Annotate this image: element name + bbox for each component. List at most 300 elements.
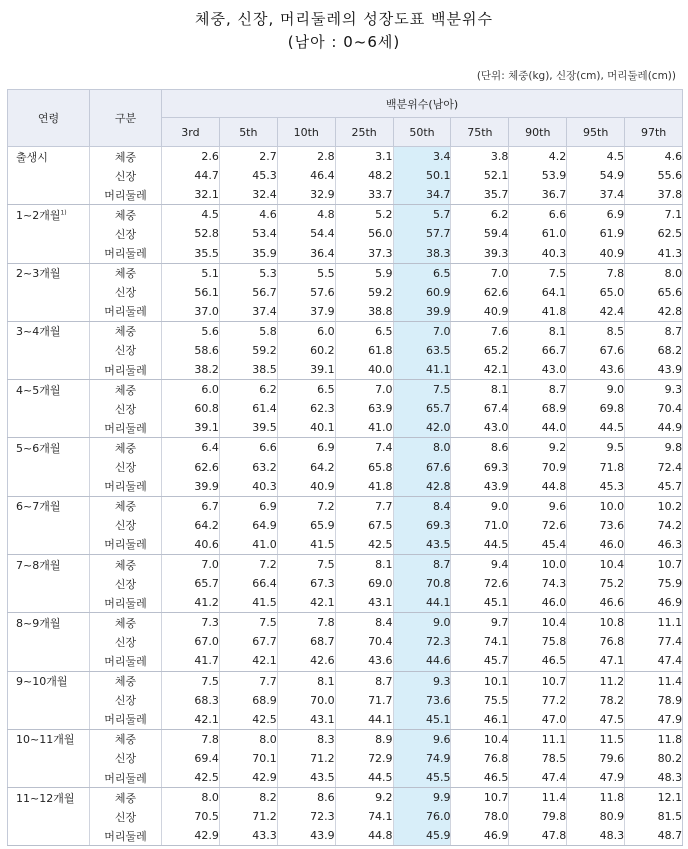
value-cell-3rd: 42.1	[162, 710, 220, 730]
value-cell-50th: 76.0	[393, 807, 451, 826]
age-cell	[8, 671, 90, 691]
value-cell-25th: 40.0	[335, 360, 393, 380]
table-row	[8, 147, 683, 167]
header-percentile-3rd: 3rd	[162, 118, 220, 147]
header-percentile: 백분위수(남아)	[162, 90, 683, 118]
value-cell-50th: 8.4	[393, 496, 451, 516]
value-cell-25th: 8.9	[335, 729, 393, 749]
value-cell-10th: 68.7	[277, 632, 335, 651]
value-cell-25th: 48.2	[335, 166, 393, 185]
value-cell-97th: 4.6	[625, 147, 683, 167]
value-cell-3rd: 39.1	[162, 418, 220, 438]
age-label: 8~9개월	[16, 616, 61, 630]
value-cell-25th: 33.7	[335, 185, 393, 205]
value-cell-90th: 78.5	[509, 749, 567, 768]
value-cell-3rd: 6.4	[162, 438, 220, 458]
table-row	[8, 768, 683, 788]
value-cell-10th: 54.4	[277, 224, 335, 243]
table-row	[8, 554, 683, 574]
value-cell-75th: 35.7	[451, 185, 509, 205]
value-cell-5th: 6.6	[219, 438, 277, 458]
value-cell-90th: 79.8	[509, 807, 567, 826]
value-cell-90th: 44.0	[509, 418, 567, 438]
value-cell-90th: 72.6	[509, 516, 567, 535]
category-cell: 체중	[90, 613, 162, 633]
table-row	[8, 418, 683, 438]
value-cell-95th: 10.0	[567, 496, 625, 516]
value-cell-97th: 47.4	[625, 651, 683, 671]
category-cell: 머리둘레	[90, 243, 162, 263]
age-cell	[8, 418, 90, 438]
table-row	[8, 496, 683, 516]
value-cell-97th: 37.8	[625, 185, 683, 205]
value-cell-97th: 48.3	[625, 768, 683, 788]
category-cell: 체중	[90, 438, 162, 458]
value-cell-5th: 40.3	[219, 477, 277, 497]
value-cell-10th: 40.9	[277, 477, 335, 497]
value-cell-3rd: 64.2	[162, 516, 220, 535]
age-cell	[8, 768, 90, 788]
value-cell-3rd: 65.7	[162, 574, 220, 593]
table-body	[8, 147, 683, 846]
value-cell-10th: 7.8	[277, 613, 335, 633]
category-cell: 머리둘레	[90, 826, 162, 846]
value-cell-3rd: 7.8	[162, 729, 220, 749]
value-cell-97th: 72.4	[625, 458, 683, 477]
value-cell-3rd: 68.3	[162, 691, 220, 710]
table-row	[8, 613, 683, 633]
value-cell-3rd: 7.5	[162, 671, 220, 691]
value-cell-5th: 70.1	[219, 749, 277, 768]
value-cell-90th: 43.0	[509, 360, 567, 380]
value-cell-97th: 47.9	[625, 710, 683, 730]
value-cell-95th: 78.2	[567, 691, 625, 710]
value-cell-5th: 59.2	[219, 341, 277, 360]
value-cell-25th: 6.5	[335, 321, 393, 341]
value-cell-95th: 46.0	[567, 535, 625, 555]
age-cell	[8, 632, 90, 651]
value-cell-75th: 59.4	[451, 224, 509, 243]
value-cell-25th: 59.2	[335, 283, 393, 302]
value-cell-50th: 9.0	[393, 613, 451, 633]
value-cell-25th: 43.6	[335, 651, 393, 671]
value-cell-75th: 42.1	[451, 360, 509, 380]
value-cell-50th: 73.6	[393, 691, 451, 710]
value-cell-50th: 44.1	[393, 593, 451, 613]
value-cell-75th: 6.2	[451, 205, 509, 225]
value-cell-97th: 70.4	[625, 399, 683, 418]
value-cell-97th: 80.2	[625, 749, 683, 768]
value-cell-95th: 73.6	[567, 516, 625, 535]
value-cell-5th: 39.5	[219, 418, 277, 438]
value-cell-3rd: 5.6	[162, 321, 220, 341]
value-cell-3rd: 4.5	[162, 205, 220, 225]
category-cell: 신장	[90, 807, 162, 826]
age-cell	[8, 438, 90, 458]
table-row	[8, 593, 683, 613]
value-cell-50th: 65.7	[393, 399, 451, 418]
value-cell-5th: 38.5	[219, 360, 277, 380]
value-cell-3rd: 2.6	[162, 147, 220, 167]
value-cell-3rd: 40.6	[162, 535, 220, 555]
value-cell-10th: 70.0	[277, 691, 335, 710]
age-label: 11~12개월	[16, 791, 75, 805]
value-cell-5th: 35.9	[219, 243, 277, 263]
age-cell	[8, 788, 90, 808]
value-cell-90th: 46.5	[509, 651, 567, 671]
age-cell	[8, 807, 90, 826]
value-cell-10th: 5.5	[277, 263, 335, 283]
value-cell-10th: 39.1	[277, 360, 335, 380]
value-cell-75th: 10.7	[451, 788, 509, 808]
value-cell-10th: 36.4	[277, 243, 335, 263]
value-cell-90th: 70.9	[509, 458, 567, 477]
value-cell-5th: 45.3	[219, 166, 277, 185]
value-cell-90th: 66.7	[509, 341, 567, 360]
category-cell: 신장	[90, 691, 162, 710]
value-cell-10th: 57.6	[277, 283, 335, 302]
value-cell-25th: 67.5	[335, 516, 393, 535]
value-cell-50th: 7.5	[393, 380, 451, 400]
category-cell: 신장	[90, 224, 162, 243]
table-row	[8, 729, 683, 749]
value-cell-50th: 34.7	[393, 185, 451, 205]
value-cell-50th: 9.3	[393, 671, 451, 691]
value-cell-10th: 8.6	[277, 788, 335, 808]
value-cell-5th: 43.3	[219, 826, 277, 846]
value-cell-10th: 6.0	[277, 321, 335, 341]
age-cell	[8, 224, 90, 243]
value-cell-97th: 44.9	[625, 418, 683, 438]
age-cell	[8, 554, 90, 574]
value-cell-90th: 9.2	[509, 438, 567, 458]
header-percentile-75th: 75th	[451, 118, 509, 147]
value-cell-90th: 41.8	[509, 302, 567, 322]
value-cell-10th: 7.2	[277, 496, 335, 516]
value-cell-90th: 68.9	[509, 399, 567, 418]
value-cell-90th: 74.3	[509, 574, 567, 593]
value-cell-5th: 53.4	[219, 224, 277, 243]
value-cell-5th: 6.9	[219, 496, 277, 516]
value-cell-90th: 10.0	[509, 554, 567, 574]
value-cell-75th: 43.0	[451, 418, 509, 438]
value-cell-95th: 71.8	[567, 458, 625, 477]
header-percentile-90th: 90th	[509, 118, 567, 147]
age-cell	[8, 147, 90, 167]
category-cell: 신장	[90, 458, 162, 477]
value-cell-5th: 6.2	[219, 380, 277, 400]
value-cell-50th: 45.9	[393, 826, 451, 846]
value-cell-90th: 9.6	[509, 496, 567, 516]
age-cell	[8, 749, 90, 768]
age-cell	[8, 380, 90, 400]
table-row	[8, 166, 683, 185]
value-cell-90th: 53.9	[509, 166, 567, 185]
value-cell-97th: 48.7	[625, 826, 683, 846]
table-row	[8, 263, 683, 283]
value-cell-3rd: 62.6	[162, 458, 220, 477]
age-label: 6~7개월	[16, 500, 61, 514]
value-cell-5th: 71.2	[219, 807, 277, 826]
age-cell	[8, 205, 90, 225]
value-cell-10th: 64.2	[277, 458, 335, 477]
value-cell-25th: 74.1	[335, 807, 393, 826]
table-row	[8, 243, 683, 263]
value-cell-95th: 10.4	[567, 554, 625, 574]
value-cell-50th: 6.5	[393, 263, 451, 283]
category-cell: 신장	[90, 399, 162, 418]
value-cell-50th: 8.7	[393, 554, 451, 574]
value-cell-75th: 7.0	[451, 263, 509, 283]
category-cell: 머리둘레	[90, 360, 162, 380]
value-cell-50th: 45.5	[393, 768, 451, 788]
value-cell-10th: 46.4	[277, 166, 335, 185]
value-cell-5th: 4.6	[219, 205, 277, 225]
value-cell-97th: 78.9	[625, 691, 683, 710]
category-cell: 체중	[90, 729, 162, 749]
value-cell-75th: 72.6	[451, 574, 509, 593]
value-cell-97th: 46.9	[625, 593, 683, 613]
value-cell-50th: 72.3	[393, 632, 451, 651]
value-cell-5th: 5.3	[219, 263, 277, 283]
value-cell-3rd: 60.8	[162, 399, 220, 418]
value-cell-25th: 5.2	[335, 205, 393, 225]
value-cell-75th: 74.1	[451, 632, 509, 651]
value-cell-5th: 42.9	[219, 768, 277, 788]
value-cell-95th: 75.2	[567, 574, 625, 593]
value-cell-50th: 41.1	[393, 360, 451, 380]
value-cell-75th: 78.0	[451, 807, 509, 826]
category-cell: 체중	[90, 671, 162, 691]
value-cell-3rd: 70.5	[162, 807, 220, 826]
value-cell-90th: 47.0	[509, 710, 567, 730]
age-cell	[8, 166, 90, 185]
value-cell-50th: 9.9	[393, 788, 451, 808]
table-row	[8, 651, 683, 671]
value-cell-90th: 40.3	[509, 243, 567, 263]
value-cell-97th: 9.3	[625, 380, 683, 400]
category-cell: 머리둘레	[90, 477, 162, 497]
age-cell	[8, 341, 90, 360]
title-line-2: (남아 : 0~6세)	[287, 33, 401, 51]
value-cell-5th: 37.4	[219, 302, 277, 322]
value-cell-90th: 10.4	[509, 613, 567, 633]
category-cell: 체중	[90, 205, 162, 225]
category-cell: 신장	[90, 574, 162, 593]
value-cell-75th: 8.6	[451, 438, 509, 458]
age-label: 7~8개월	[16, 558, 61, 572]
value-cell-25th: 63.9	[335, 399, 393, 418]
value-cell-3rd: 41.2	[162, 593, 220, 613]
category-cell: 머리둘레	[90, 302, 162, 322]
table-row	[8, 671, 683, 691]
value-cell-75th: 39.3	[451, 243, 509, 263]
value-cell-75th: 71.0	[451, 516, 509, 535]
table-row	[8, 321, 683, 341]
value-cell-90th: 11.4	[509, 788, 567, 808]
value-cell-90th: 11.1	[509, 729, 567, 749]
value-cell-10th: 42.1	[277, 593, 335, 613]
value-cell-25th: 9.2	[335, 788, 393, 808]
value-cell-97th: 8.7	[625, 321, 683, 341]
value-cell-5th: 8.0	[219, 729, 277, 749]
value-cell-10th: 72.3	[277, 807, 335, 826]
value-cell-95th: 9.5	[567, 438, 625, 458]
value-cell-75th: 75.5	[451, 691, 509, 710]
value-cell-75th: 9.0	[451, 496, 509, 516]
value-cell-3rd: 38.2	[162, 360, 220, 380]
value-cell-25th: 37.3	[335, 243, 393, 263]
header-percentile-95th: 95th	[567, 118, 625, 147]
age-label: 4~5개월	[16, 383, 61, 397]
value-cell-25th: 44.1	[335, 710, 393, 730]
value-cell-25th: 61.8	[335, 341, 393, 360]
value-cell-95th: 47.9	[567, 768, 625, 788]
value-cell-97th: 81.5	[625, 807, 683, 826]
value-cell-50th: 8.0	[393, 438, 451, 458]
value-cell-25th: 7.4	[335, 438, 393, 458]
value-cell-97th: 10.2	[625, 496, 683, 516]
value-cell-25th: 71.7	[335, 691, 393, 710]
age-cell	[8, 321, 90, 341]
value-cell-95th: 11.2	[567, 671, 625, 691]
value-cell-5th: 32.4	[219, 185, 277, 205]
value-cell-50th: 7.0	[393, 321, 451, 341]
value-cell-5th: 68.9	[219, 691, 277, 710]
value-cell-75th: 40.9	[451, 302, 509, 322]
value-cell-10th: 43.9	[277, 826, 335, 846]
value-cell-95th: 65.0	[567, 283, 625, 302]
value-cell-10th: 71.2	[277, 749, 335, 768]
value-cell-95th: 69.8	[567, 399, 625, 418]
value-cell-10th: 65.9	[277, 516, 335, 535]
value-cell-5th: 7.5	[219, 613, 277, 633]
age-cell	[8, 458, 90, 477]
value-cell-75th: 45.1	[451, 593, 509, 613]
value-cell-10th: 43.5	[277, 768, 335, 788]
header-percentile-97th: 97th	[625, 118, 683, 147]
category-cell: 신장	[90, 341, 162, 360]
table-row	[8, 185, 683, 205]
header-percentile-5th: 5th	[219, 118, 277, 147]
value-cell-75th: 65.2	[451, 341, 509, 360]
value-cell-3rd: 58.6	[162, 341, 220, 360]
value-cell-3rd: 42.9	[162, 826, 220, 846]
value-cell-5th: 7.7	[219, 671, 277, 691]
value-cell-95th: 67.6	[567, 341, 625, 360]
value-cell-25th: 41.8	[335, 477, 393, 497]
table-row	[8, 380, 683, 400]
value-cell-25th: 7.0	[335, 380, 393, 400]
value-cell-90th: 10.7	[509, 671, 567, 691]
value-cell-95th: 11.8	[567, 788, 625, 808]
value-cell-10th: 8.3	[277, 729, 335, 749]
value-cell-75th: 67.4	[451, 399, 509, 418]
value-cell-5th: 42.1	[219, 651, 277, 671]
value-cell-75th: 10.4	[451, 729, 509, 749]
value-cell-25th: 44.8	[335, 826, 393, 846]
value-cell-25th: 65.8	[335, 458, 393, 477]
value-cell-90th: 77.2	[509, 691, 567, 710]
value-cell-3rd: 52.8	[162, 224, 220, 243]
age-cell	[8, 826, 90, 846]
value-cell-97th: 77.4	[625, 632, 683, 651]
value-cell-5th: 8.2	[219, 788, 277, 808]
value-cell-95th: 9.0	[567, 380, 625, 400]
value-cell-5th: 5.8	[219, 321, 277, 341]
table-row	[8, 477, 683, 497]
value-cell-95th: 79.6	[567, 749, 625, 768]
footnote-marker: 1)	[60, 209, 67, 217]
table-row	[8, 516, 683, 535]
value-cell-95th: 37.4	[567, 185, 625, 205]
header-percentile-50th: 50th	[393, 118, 451, 147]
value-cell-10th: 32.9	[277, 185, 335, 205]
value-cell-50th: 5.7	[393, 205, 451, 225]
value-cell-90th: 61.0	[509, 224, 567, 243]
age-cell	[8, 243, 90, 263]
value-cell-25th: 43.1	[335, 593, 393, 613]
value-cell-95th: 11.5	[567, 729, 625, 749]
value-cell-25th: 70.4	[335, 632, 393, 651]
value-cell-5th: 42.5	[219, 710, 277, 730]
value-cell-10th: 43.1	[277, 710, 335, 730]
value-cell-25th: 38.8	[335, 302, 393, 322]
value-cell-10th: 2.8	[277, 147, 335, 167]
age-cell	[8, 593, 90, 613]
value-cell-10th: 37.9	[277, 302, 335, 322]
value-cell-97th: 65.6	[625, 283, 683, 302]
value-cell-25th: 8.4	[335, 613, 393, 633]
value-cell-5th: 7.2	[219, 554, 277, 574]
value-cell-25th: 8.1	[335, 554, 393, 574]
age-cell	[8, 302, 90, 322]
category-cell: 체중	[90, 321, 162, 341]
value-cell-5th: 2.7	[219, 147, 277, 167]
table-row	[8, 807, 683, 826]
value-cell-5th: 66.4	[219, 574, 277, 593]
value-cell-3rd: 39.9	[162, 477, 220, 497]
value-cell-97th: 62.5	[625, 224, 683, 243]
category-cell: 체중	[90, 147, 162, 167]
value-cell-75th: 43.9	[451, 477, 509, 497]
value-cell-97th: 11.1	[625, 613, 683, 633]
value-cell-90th: 44.8	[509, 477, 567, 497]
value-cell-3rd: 67.0	[162, 632, 220, 651]
value-cell-25th: 72.9	[335, 749, 393, 768]
value-cell-97th: 9.8	[625, 438, 683, 458]
age-cell	[8, 263, 90, 283]
age-label: 3~4개월	[16, 325, 61, 339]
value-cell-5th: 41.5	[219, 593, 277, 613]
category-cell: 체중	[90, 788, 162, 808]
value-cell-97th: 11.8	[625, 729, 683, 749]
age-cell	[8, 691, 90, 710]
value-cell-90th: 36.7	[509, 185, 567, 205]
value-cell-10th: 7.5	[277, 554, 335, 574]
value-cell-10th: 41.5	[277, 535, 335, 555]
header-age: 연령	[8, 90, 90, 147]
value-cell-90th: 47.8	[509, 826, 567, 846]
table-row	[8, 302, 683, 322]
value-cell-95th: 54.9	[567, 166, 625, 185]
value-cell-75th: 46.1	[451, 710, 509, 730]
category-cell: 신장	[90, 749, 162, 768]
value-cell-50th: 63.5	[393, 341, 451, 360]
value-cell-95th: 6.9	[567, 205, 625, 225]
value-cell-75th: 3.8	[451, 147, 509, 167]
table-row	[8, 574, 683, 593]
